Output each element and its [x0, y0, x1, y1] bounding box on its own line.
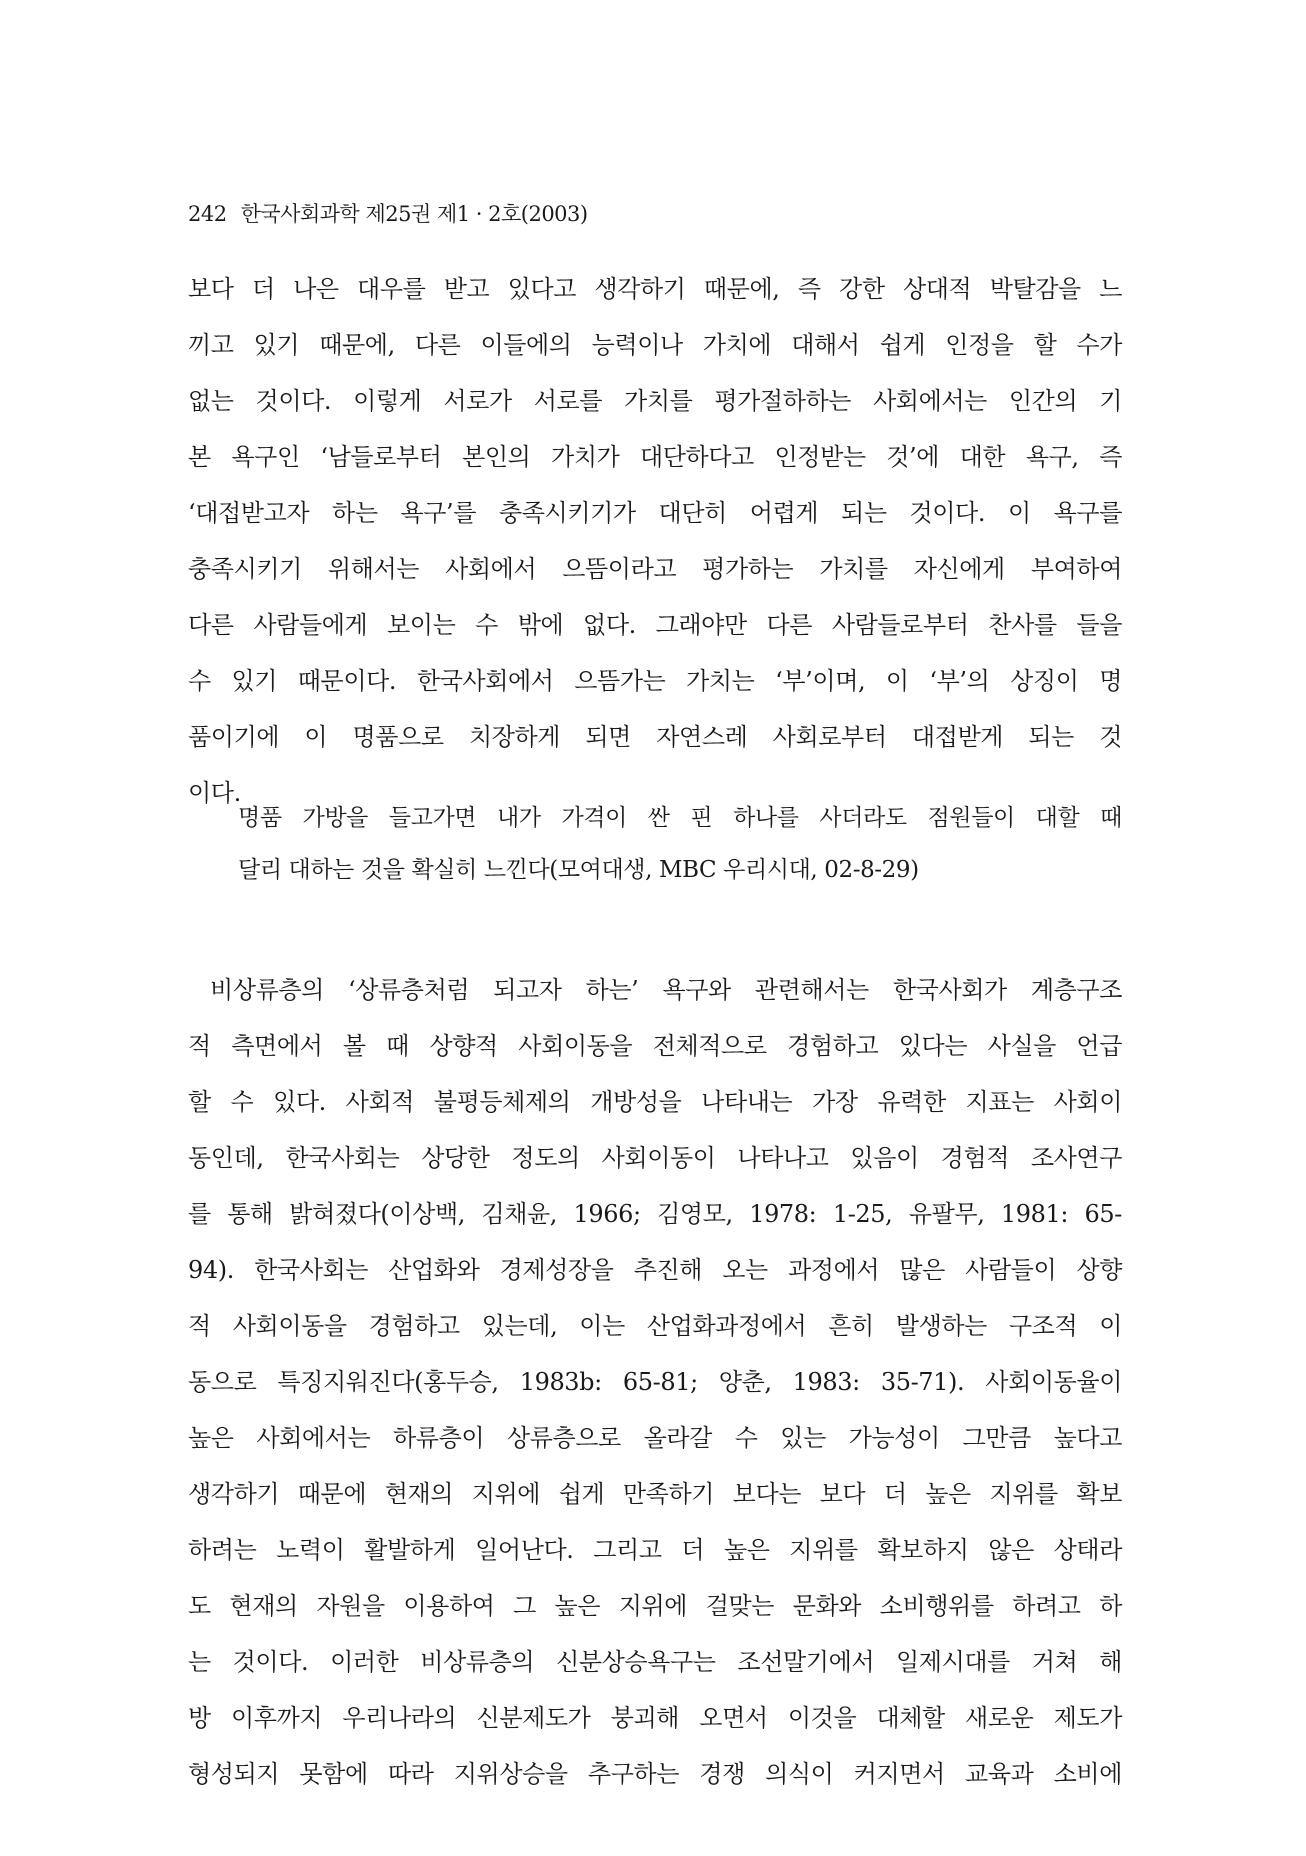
text-line: 다른 사람들에게 보이는 수 밖에 없다. 그래야만 다른 사람들로부터 찬사를 들을 [188, 611, 1122, 639]
text-line: 보다 더 나은 대우를 받고 있다고 생각하기 때문에, 즉 강한 상대적 박탈감을 느 [188, 275, 1122, 303]
text-line: 없는 것이다. 이렇게 서로가 서로를 가치를 평가절하하는 사회에서는 인간의 기 [188, 387, 1123, 415]
text-line: 동으로 특징지워진다(홍두승, 1983b: 65-81; 양춘, 1983: 35-71). 사회이동율이 [188, 1368, 1122, 1396]
text-line: 를 통해 밝혀졌다(이상백, 김채윤, 1966; 김영모, 1978: 1-25, 유팔무, 1981: 65- [188, 1200, 1122, 1228]
text-line: 는 것이다. 이러한 비상류층의 신분상승욕구는 조선말기에서 일제시대를 거쳐 해 [188, 1648, 1122, 1676]
paragraph-2 [188, 962, 1122, 1802]
text-line: 적 사회이동을 경험하고 있는데, 이는 산업화과정에서 흔히 발생하는 구조적 이 [188, 1312, 1123, 1340]
text-line: ‘대접받고자 하는 욕구’를 충족시키기가 대단히 어렵게 되는 것이다. 이 욕구를 [188, 499, 1122, 527]
text-line: 할 수 있다. 사회적 불평등체제의 개방성을 나타내는 가장 유력한 지표는 사회이 [188, 1088, 1122, 1116]
text-line: 방 이후까지 우리나라의 신분제도가 붕괴해 오면서 이것을 대체할 새로운 제도가 [188, 1704, 1122, 1732]
text-line: 품이기에 이 명품으로 치장하게 되면 자연스레 사회로부터 대접받게 되는 것 [188, 723, 1122, 751]
text-line: 94). 한국사회는 산업화와 경제성장을 추진해 오는 과정에서 많은 사람들이 상향 [188, 1256, 1122, 1284]
page-number: 242 [188, 202, 227, 226]
text-line: 하려는 노력이 활발하게 일어난다. 그리고 더 높은 지위를 확보하지 않은 상태라 [188, 1536, 1122, 1564]
text-line: 수 있기 때문이다. 한국사회에서 으뜸가는 가치는 ‘부’이며, 이 ‘부’의 상징이 명 [188, 667, 1122, 695]
journal-title: 한국사회과학 제25권 제1 · 2호(2003) [240, 202, 588, 226]
text-line: 도 현재의 자원을 이용하여 그 높은 지위에 걸맞는 문화와 소비행위를 하려고 하 [188, 1592, 1122, 1620]
block-quote [238, 792, 1122, 896]
paragraph-1 [188, 261, 1122, 821]
text-line: 형성되지 못함에 따라 지위상승을 추구하는 경쟁 의식이 커지면서 교육과 소비에 [188, 1760, 1122, 1788]
quote-line: 명품 가방을 들고가면 내가 가격이 싼 핀 하나를 사더라도 점원들이 대할 때 [238, 805, 1122, 831]
text-line: 비상류층의 ‘상류층처럼 되고자 하는’ 욕구와 관련해서는 한국사회가 계층구조 [210, 976, 1122, 1004]
running-header [188, 199, 588, 229]
text-line: 적 측면에서 볼 때 상향적 사회이동을 전체적으로 경험하고 있다는 사실을 언급 [188, 1032, 1122, 1060]
text-line: 이다. [188, 779, 241, 807]
text-line: 본 욕구인 ‘남들로부터 본인의 가치가 대단하다고 인정받는 것’에 대한 욕구, 즉 [188, 443, 1122, 471]
text-line: 끼고 있기 때문에, 다른 이들에의 능력이나 가치에 대해서 쉽게 인정을 할 수가 [188, 331, 1122, 359]
text-line: 높은 사회에서는 하류층이 상류층으로 올라갈 수 있는 가능성이 그만큼 높다고 [188, 1424, 1122, 1452]
text-line: 동인데, 한국사회는 상당한 정도의 사회이동이 나타나고 있음이 경험적 조사연구 [188, 1144, 1122, 1172]
text-line: 충족시키기 위해서는 사회에서 으뜸이라고 평가하는 가치를 자신에게 부여하여 [188, 555, 1122, 583]
quote-line: 달리 대하는 것을 확실히 느낀다(모여대생, MBC 우리시대, 02-8-29) [238, 857, 919, 883]
text-line: 생각하기 때문에 현재의 지위에 쉽게 만족하기 보다는 보다 더 높은 지위를 확보 [188, 1480, 1122, 1508]
